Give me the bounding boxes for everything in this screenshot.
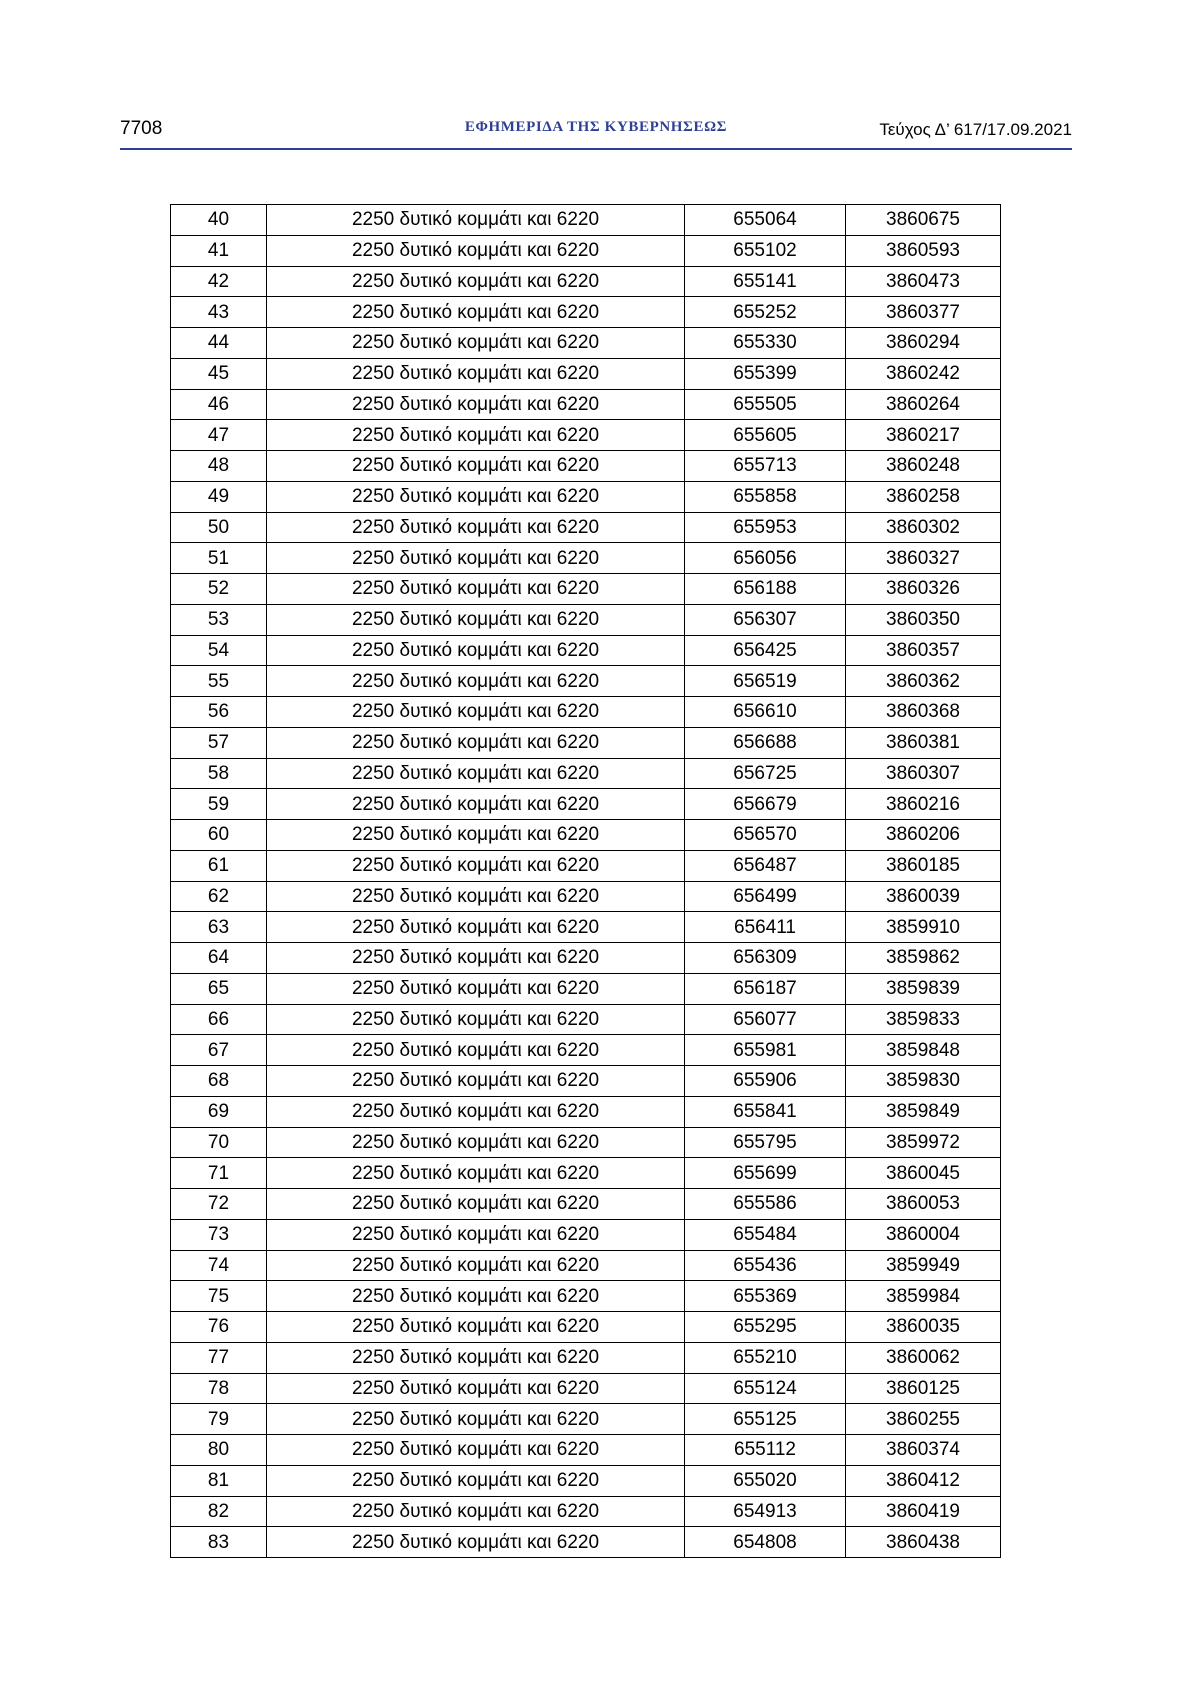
table-row — [171, 1435, 1001, 1466]
x-coordinate-cell: 655713 — [685, 451, 846, 482]
x-coordinate-cell: 655858 — [685, 481, 846, 512]
point-number-cell: 62 — [171, 881, 267, 912]
y-coordinate-cell: 3860419 — [846, 1496, 1001, 1527]
point-number-cell: 59 — [171, 789, 267, 820]
area-description-cell: 2250 δυτικό κομμάτι και 6220 — [267, 358, 685, 389]
x-coordinate-cell: 656077 — [685, 1004, 846, 1035]
x-coordinate-cell: 655699 — [685, 1158, 846, 1189]
y-coordinate-cell: 3860216 — [846, 789, 1001, 820]
area-description-cell: 2250 δυτικό κομμάτι και 6220 — [267, 758, 685, 789]
point-number-cell: 56 — [171, 697, 267, 728]
area-description-cell: 2250 δυτικό κομμάτι και 6220 — [267, 205, 685, 236]
table-row — [171, 297, 1001, 328]
point-number-cell: 45 — [171, 358, 267, 389]
area-description-cell: 2250 δυτικό κομμάτι και 6220 — [267, 1158, 685, 1189]
x-coordinate-cell: 655436 — [685, 1250, 846, 1281]
point-number-cell: 83 — [171, 1527, 267, 1558]
point-number-cell: 42 — [171, 266, 267, 297]
area-description-cell: 2250 δυτικό κομμάτι και 6220 — [267, 1496, 685, 1527]
table-row — [171, 789, 1001, 820]
area-description-cell: 2250 δυτικό κομμάτι και 6220 — [267, 297, 685, 328]
y-coordinate-cell: 3860381 — [846, 727, 1001, 758]
x-coordinate-cell: 655330 — [685, 328, 846, 359]
x-coordinate-cell: 656610 — [685, 697, 846, 728]
y-coordinate-cell: 3859833 — [846, 1004, 1001, 1035]
y-coordinate-cell: 3860294 — [846, 328, 1001, 359]
area-description-cell: 2250 δυτικό κομμάτι και 6220 — [267, 1465, 685, 1496]
table-row — [171, 1281, 1001, 1312]
x-coordinate-cell: 656725 — [685, 758, 846, 789]
table-row — [171, 512, 1001, 543]
y-coordinate-cell: 3860326 — [846, 574, 1001, 605]
table-row — [171, 850, 1001, 881]
point-number-cell: 71 — [171, 1158, 267, 1189]
x-coordinate-cell: 655020 — [685, 1465, 846, 1496]
point-number-cell: 50 — [171, 512, 267, 543]
point-number-cell: 40 — [171, 205, 267, 236]
y-coordinate-cell: 3860248 — [846, 451, 1001, 482]
area-description-cell: 2250 δυτικό κομμάτι και 6220 — [267, 1312, 685, 1343]
x-coordinate-cell: 655505 — [685, 389, 846, 420]
table-row — [171, 235, 1001, 266]
table-row — [171, 1219, 1001, 1250]
coordinates-table — [170, 204, 1001, 1558]
point-number-cell: 55 — [171, 666, 267, 697]
table-row — [171, 1373, 1001, 1404]
table-row — [171, 973, 1001, 1004]
x-coordinate-cell: 656411 — [685, 912, 846, 943]
point-number-cell: 67 — [171, 1035, 267, 1066]
point-number-cell: 49 — [171, 481, 267, 512]
table-row — [171, 1312, 1001, 1343]
x-coordinate-cell: 655102 — [685, 235, 846, 266]
point-number-cell: 52 — [171, 574, 267, 605]
x-coordinate-cell: 656487 — [685, 850, 846, 881]
y-coordinate-cell: 3860035 — [846, 1312, 1001, 1343]
point-number-cell: 65 — [171, 973, 267, 1004]
table-row — [171, 481, 1001, 512]
x-coordinate-cell: 654808 — [685, 1527, 846, 1558]
x-coordinate-cell: 656519 — [685, 666, 846, 697]
y-coordinate-cell: 3859848 — [846, 1035, 1001, 1066]
table-row — [171, 943, 1001, 974]
area-description-cell: 2250 δυτικό κομμάτι και 6220 — [267, 973, 685, 1004]
point-number-cell: 76 — [171, 1312, 267, 1343]
point-number-cell: 54 — [171, 635, 267, 666]
x-coordinate-cell: 655484 — [685, 1219, 846, 1250]
area-description-cell: 2250 δυτικό κομμάτι και 6220 — [267, 789, 685, 820]
x-coordinate-cell: 654913 — [685, 1496, 846, 1527]
y-coordinate-cell: 3860062 — [846, 1342, 1001, 1373]
point-number-cell: 57 — [171, 727, 267, 758]
y-coordinate-cell: 3859972 — [846, 1127, 1001, 1158]
x-coordinate-cell: 655112 — [685, 1435, 846, 1466]
y-coordinate-cell: 3860185 — [846, 850, 1001, 881]
y-coordinate-cell: 3860357 — [846, 635, 1001, 666]
area-description-cell: 2250 δυτικό κομμάτι και 6220 — [267, 389, 685, 420]
table-row — [171, 727, 1001, 758]
point-number-cell: 66 — [171, 1004, 267, 1035]
x-coordinate-cell: 655981 — [685, 1035, 846, 1066]
table-row — [171, 358, 1001, 389]
x-coordinate-cell: 656188 — [685, 574, 846, 605]
area-description-cell: 2250 δυτικό κομμάτι και 6220 — [267, 1004, 685, 1035]
table-row — [171, 758, 1001, 789]
point-number-cell: 58 — [171, 758, 267, 789]
y-coordinate-cell: 3860258 — [846, 481, 1001, 512]
y-coordinate-cell: 3860125 — [846, 1373, 1001, 1404]
area-description-cell: 2250 δυτικό κομμάτι και 6220 — [267, 1281, 685, 1312]
table-row — [171, 205, 1001, 236]
y-coordinate-cell: 3860302 — [846, 512, 1001, 543]
area-description-cell: 2250 δυτικό κομμάτι και 6220 — [267, 451, 685, 482]
point-number-cell: 72 — [171, 1189, 267, 1220]
x-coordinate-cell: 656309 — [685, 943, 846, 974]
y-coordinate-cell: 3860045 — [846, 1158, 1001, 1189]
area-description-cell: 2250 δυτικό κομμάτι και 6220 — [267, 912, 685, 943]
table-row — [171, 697, 1001, 728]
area-description-cell: 2250 δυτικό κομμάτι και 6220 — [267, 943, 685, 974]
y-coordinate-cell: 3860438 — [846, 1527, 1001, 1558]
table-row — [171, 1189, 1001, 1220]
point-number-cell: 68 — [171, 1066, 267, 1097]
x-coordinate-cell: 656570 — [685, 820, 846, 851]
area-description-cell: 2250 δυτικό κομμάτι και 6220 — [267, 543, 685, 574]
x-coordinate-cell: 655906 — [685, 1066, 846, 1097]
point-number-cell: 74 — [171, 1250, 267, 1281]
table-row — [171, 912, 1001, 943]
area-description-cell: 2250 δυτικό κομμάτι και 6220 — [267, 1189, 685, 1220]
x-coordinate-cell: 655252 — [685, 297, 846, 328]
x-coordinate-cell: 656688 — [685, 727, 846, 758]
area-description-cell: 2250 δυτικό κομμάτι και 6220 — [267, 1096, 685, 1127]
table-row — [171, 1035, 1001, 1066]
x-coordinate-cell: 655399 — [685, 358, 846, 389]
y-coordinate-cell: 3859949 — [846, 1250, 1001, 1281]
point-number-cell: 81 — [171, 1465, 267, 1496]
table-row — [171, 420, 1001, 451]
y-coordinate-cell: 3859910 — [846, 912, 1001, 943]
table-row — [171, 1250, 1001, 1281]
area-description-cell: 2250 δυτικό κομμάτι και 6220 — [267, 1342, 685, 1373]
y-coordinate-cell: 3860217 — [846, 420, 1001, 451]
area-description-cell: 2250 δυτικό κομμάτι και 6220 — [267, 604, 685, 635]
table-row — [171, 389, 1001, 420]
y-coordinate-cell: 3860473 — [846, 266, 1001, 297]
table-row — [171, 543, 1001, 574]
area-description-cell: 2250 δυτικό κομμάτι και 6220 — [267, 1527, 685, 1558]
x-coordinate-cell: 655295 — [685, 1312, 846, 1343]
area-description-cell: 2250 δυτικό κομμάτι και 6220 — [267, 1404, 685, 1435]
x-coordinate-cell: 655124 — [685, 1373, 846, 1404]
x-coordinate-cell: 656056 — [685, 543, 846, 574]
point-number-cell: 69 — [171, 1096, 267, 1127]
y-coordinate-cell: 3860593 — [846, 235, 1001, 266]
y-coordinate-cell: 3859849 — [846, 1096, 1001, 1127]
coordinates-table-body — [171, 205, 1001, 1558]
x-coordinate-cell: 655605 — [685, 420, 846, 451]
y-coordinate-cell: 3859984 — [846, 1281, 1001, 1312]
y-coordinate-cell: 3859862 — [846, 943, 1001, 974]
area-description-cell: 2250 δυτικό κομμάτι και 6220 — [267, 1127, 685, 1158]
area-description-cell: 2250 δυτικό κομμάτι και 6220 — [267, 1250, 685, 1281]
issue-info: Τεύχος Δ’ 617/17.09.2021 — [879, 120, 1072, 139]
area-description-cell: 2250 δυτικό κομμάτι και 6220 — [267, 666, 685, 697]
area-description-cell: 2250 δυτικό κομμάτι και 6220 — [267, 850, 685, 881]
x-coordinate-cell: 656499 — [685, 881, 846, 912]
table-row — [171, 1496, 1001, 1527]
table-row — [171, 1096, 1001, 1127]
point-number-cell: 78 — [171, 1373, 267, 1404]
y-coordinate-cell: 3860039 — [846, 881, 1001, 912]
table-row — [171, 328, 1001, 359]
table-row — [171, 574, 1001, 605]
page-number: 7708 — [120, 118, 163, 139]
point-number-cell: 61 — [171, 850, 267, 881]
table-row — [171, 635, 1001, 666]
x-coordinate-cell: 655369 — [685, 1281, 846, 1312]
area-description-cell: 2250 δυτικό κομμάτι και 6220 — [267, 512, 685, 543]
point-number-cell: 41 — [171, 235, 267, 266]
x-coordinate-cell: 656307 — [685, 604, 846, 635]
area-description-cell: 2250 δυτικό κομμάτι και 6220 — [267, 1066, 685, 1097]
x-coordinate-cell: 655064 — [685, 205, 846, 236]
x-coordinate-cell: 655841 — [685, 1096, 846, 1127]
table-row — [171, 1465, 1001, 1496]
table-row — [171, 666, 1001, 697]
x-coordinate-cell: 655953 — [685, 512, 846, 543]
page-header — [120, 114, 1072, 150]
point-number-cell: 75 — [171, 1281, 267, 1312]
x-coordinate-cell: 655125 — [685, 1404, 846, 1435]
y-coordinate-cell: 3860242 — [846, 358, 1001, 389]
point-number-cell: 51 — [171, 543, 267, 574]
point-number-cell: 80 — [171, 1435, 267, 1466]
x-coordinate-cell: 656187 — [685, 973, 846, 1004]
area-description-cell: 2250 δυτικό κομμάτι και 6220 — [267, 635, 685, 666]
area-description-cell: 2250 δυτικό κομμάτι και 6220 — [267, 1219, 685, 1250]
y-coordinate-cell: 3860327 — [846, 543, 1001, 574]
y-coordinate-cell: 3860004 — [846, 1219, 1001, 1250]
y-coordinate-cell: 3860053 — [846, 1189, 1001, 1220]
table-row — [171, 1004, 1001, 1035]
point-number-cell: 48 — [171, 451, 267, 482]
y-coordinate-cell: 3860255 — [846, 1404, 1001, 1435]
area-description-cell: 2250 δυτικό κομμάτι και 6220 — [267, 328, 685, 359]
area-description-cell: 2250 δυτικό κομμάτι και 6220 — [267, 1435, 685, 1466]
area-description-cell: 2250 δυτικό κομμάτι και 6220 — [267, 1035, 685, 1066]
y-coordinate-cell: 3860377 — [846, 297, 1001, 328]
point-number-cell: 63 — [171, 912, 267, 943]
area-description-cell: 2250 δυτικό κομμάτι και 6220 — [267, 420, 685, 451]
x-coordinate-cell: 656679 — [685, 789, 846, 820]
point-number-cell: 64 — [171, 943, 267, 974]
table-row — [171, 1066, 1001, 1097]
table-row — [171, 1342, 1001, 1373]
table-row — [171, 820, 1001, 851]
point-number-cell: 73 — [171, 1219, 267, 1250]
point-number-cell: 77 — [171, 1342, 267, 1373]
point-number-cell: 53 — [171, 604, 267, 635]
area-description-cell: 2250 δυτικό κομμάτι και 6220 — [267, 727, 685, 758]
point-number-cell: 60 — [171, 820, 267, 851]
y-coordinate-cell: 3859830 — [846, 1066, 1001, 1097]
area-description-cell: 2250 δυτικό κομμάτι και 6220 — [267, 697, 685, 728]
table-row — [171, 881, 1001, 912]
point-number-cell: 70 — [171, 1127, 267, 1158]
area-description-cell: 2250 δυτικό κομμάτι και 6220 — [267, 574, 685, 605]
y-coordinate-cell: 3860264 — [846, 389, 1001, 420]
y-coordinate-cell: 3860350 — [846, 604, 1001, 635]
area-description-cell: 2250 δυτικό κομμάτι και 6220 — [267, 235, 685, 266]
y-coordinate-cell: 3860307 — [846, 758, 1001, 789]
x-coordinate-cell: 655141 — [685, 266, 846, 297]
y-coordinate-cell: 3860412 — [846, 1465, 1001, 1496]
table-row — [171, 1527, 1001, 1558]
x-coordinate-cell: 656425 — [685, 635, 846, 666]
area-description-cell: 2250 δυτικό κομμάτι και 6220 — [267, 266, 685, 297]
point-number-cell: 46 — [171, 389, 267, 420]
y-coordinate-cell: 3860206 — [846, 820, 1001, 851]
point-number-cell: 43 — [171, 297, 267, 328]
y-coordinate-cell: 3860368 — [846, 697, 1001, 728]
publication-title: ΕΦΗΜΕΡΙΔΑ ΤΗΣ ΚΥΒΕΡΝΗΣΕΩΣ — [464, 119, 728, 135]
table-row — [171, 604, 1001, 635]
y-coordinate-cell: 3860675 — [846, 205, 1001, 236]
table-row — [171, 1404, 1001, 1435]
area-description-cell: 2250 δυτικό κομμάτι και 6220 — [267, 881, 685, 912]
table-row — [171, 1127, 1001, 1158]
area-description-cell: 2250 δυτικό κομμάτι και 6220 — [267, 481, 685, 512]
table-row — [171, 451, 1001, 482]
y-coordinate-cell: 3860374 — [846, 1435, 1001, 1466]
x-coordinate-cell: 655795 — [685, 1127, 846, 1158]
point-number-cell: 47 — [171, 420, 267, 451]
x-coordinate-cell: 655586 — [685, 1189, 846, 1220]
point-number-cell: 82 — [171, 1496, 267, 1527]
x-coordinate-cell: 655210 — [685, 1342, 846, 1373]
y-coordinate-cell: 3859839 — [846, 973, 1001, 1004]
area-description-cell: 2250 δυτικό κομμάτι και 6220 — [267, 1373, 685, 1404]
area-description-cell: 2250 δυτικό κομμάτι και 6220 — [267, 820, 685, 851]
table-row — [171, 266, 1001, 297]
table-row — [171, 1158, 1001, 1189]
y-coordinate-cell: 3860362 — [846, 666, 1001, 697]
point-number-cell: 79 — [171, 1404, 267, 1435]
point-number-cell: 44 — [171, 328, 267, 359]
